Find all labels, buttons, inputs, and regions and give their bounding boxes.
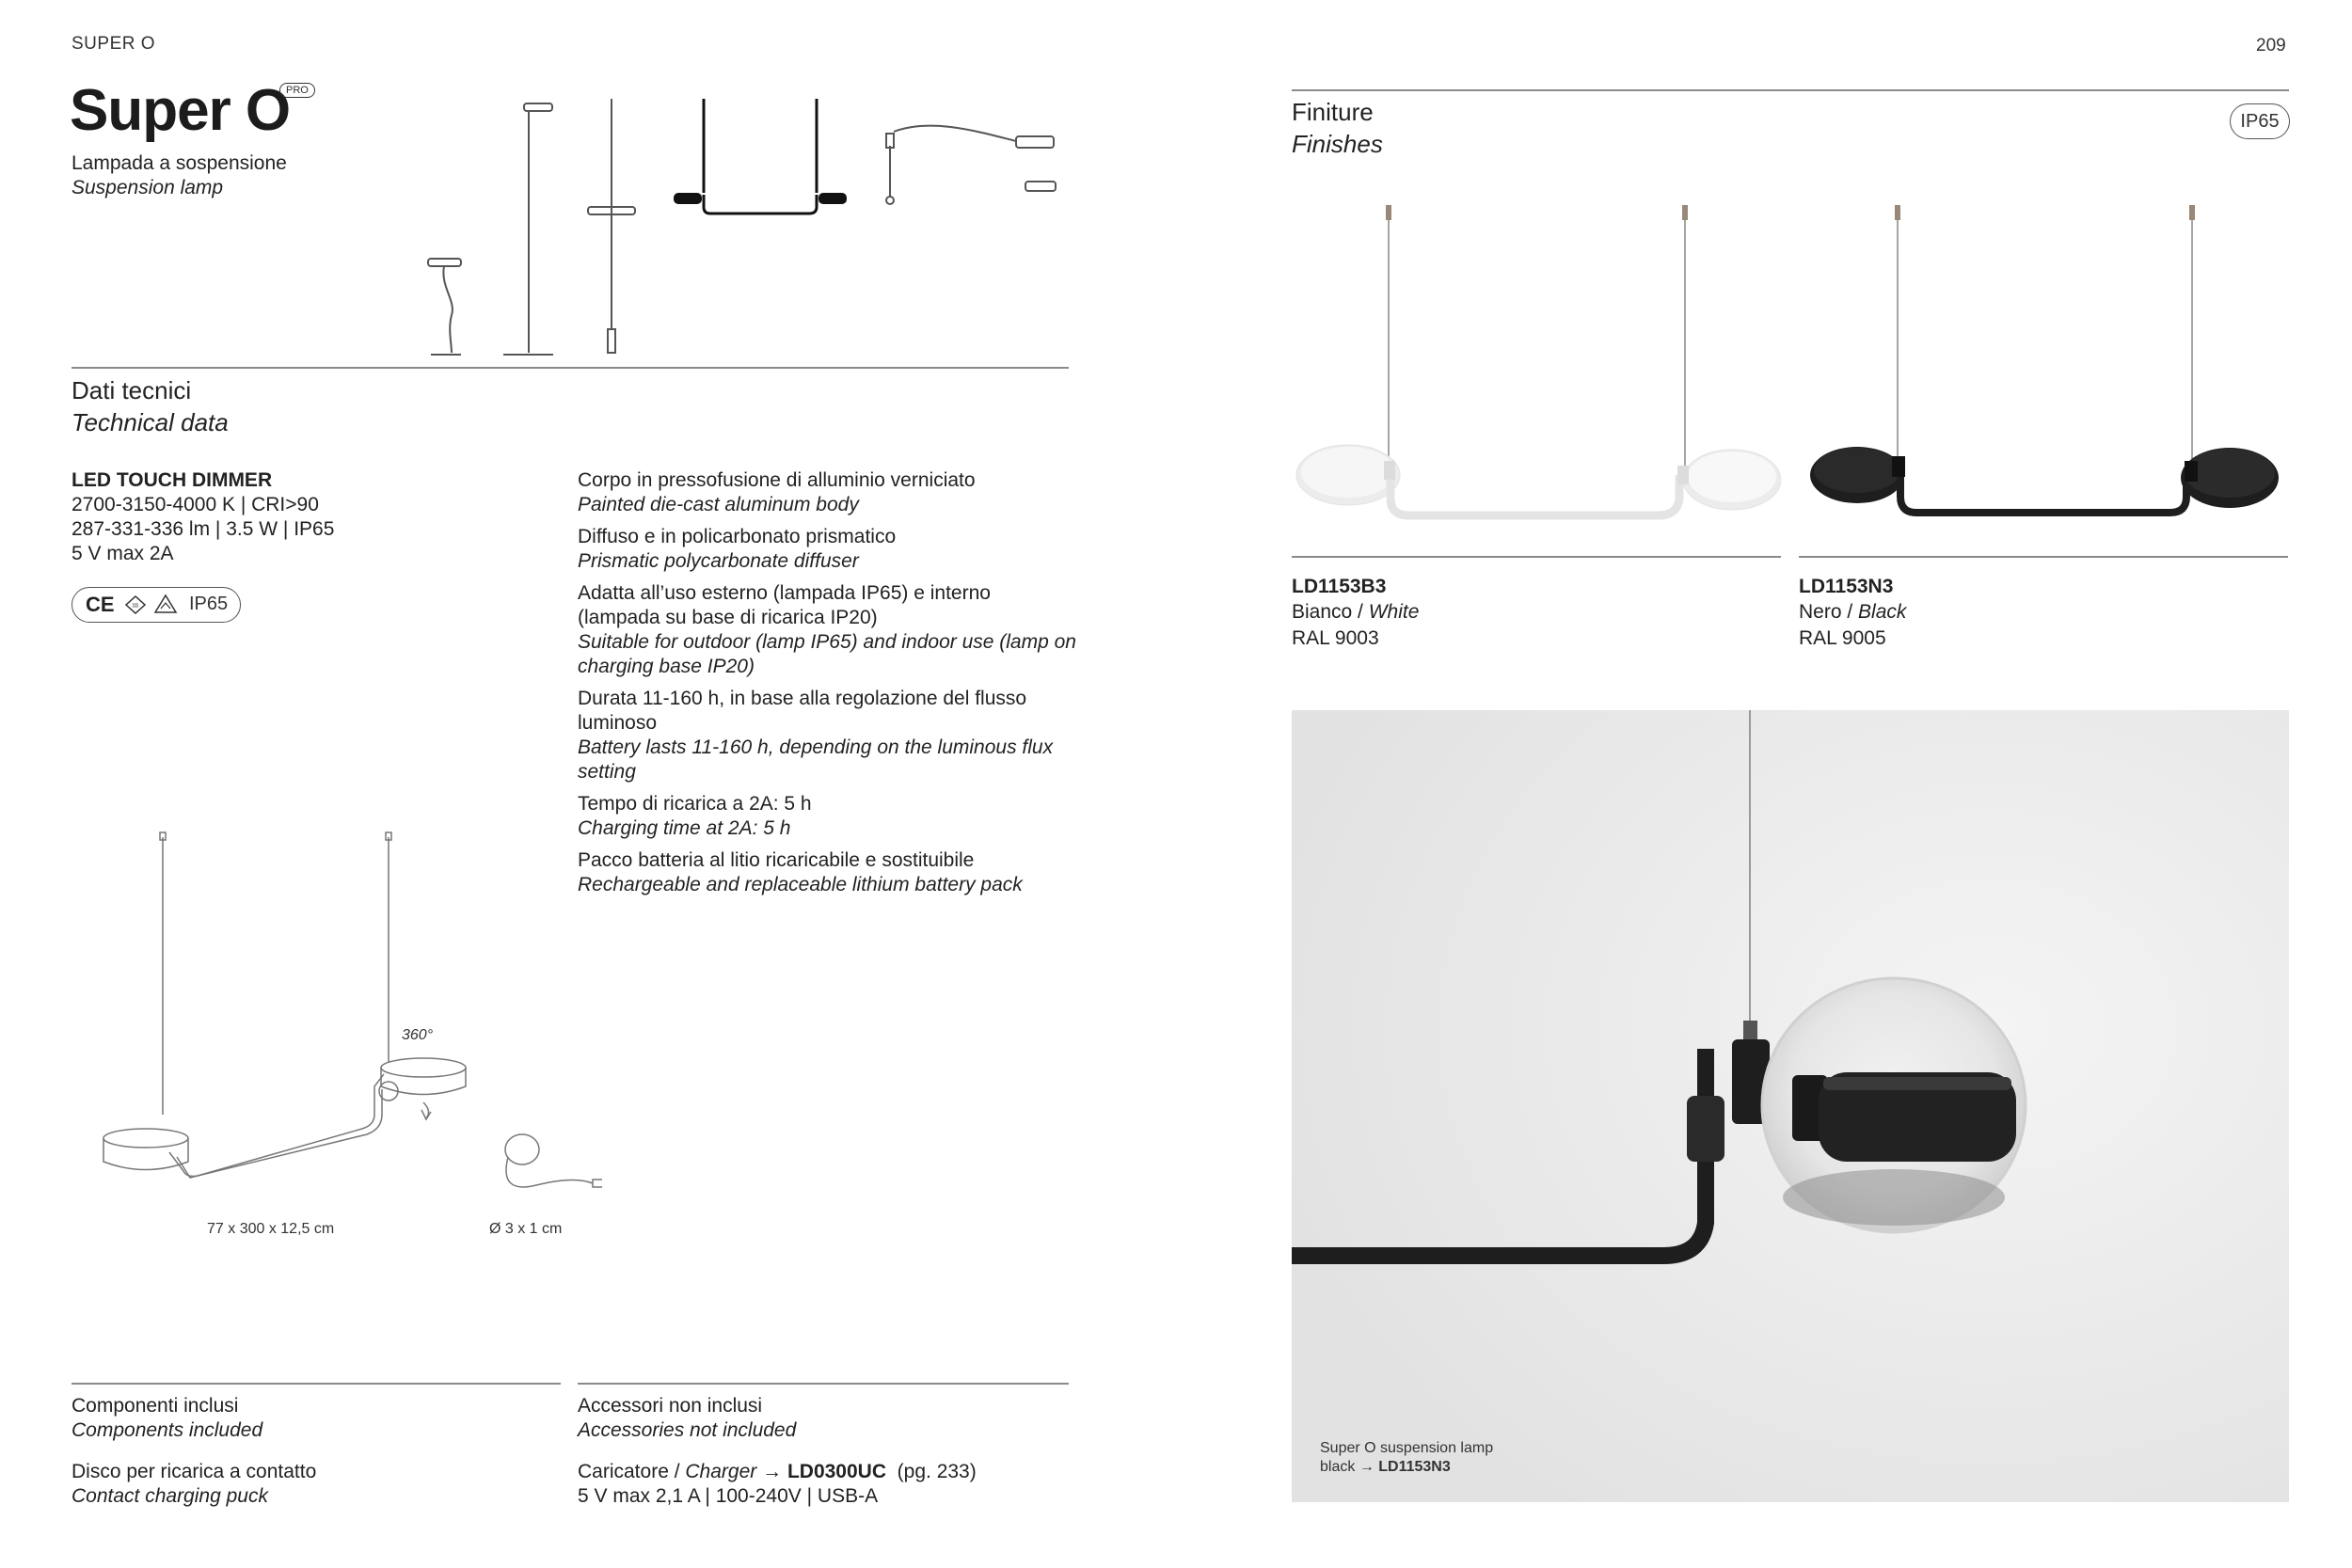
feature-en: Painted die-cast aluminum body [578,494,859,515]
product-family-drawings [414,89,1091,362]
feature-it: Tempo di ricarica a 2A: 5 h [578,793,812,815]
feature-item [578,848,1076,897]
feature-en: Charging time at 2A: 5 h [578,817,791,839]
caption-code[interactable]: LD1153N3 [1378,1459,1451,1475]
accessories-heading-it: Accessori non inclusi [578,1395,763,1417]
puck-dimensions: Ø 3 x 1 cm [489,1221,563,1237]
charger-code[interactable]: LD0300UC [787,1461,886,1482]
section-header: SUPER O [72,34,156,54]
ce-mark-icon: CE [86,593,115,616]
certification-pill [72,587,241,623]
feature-en: Suitable for outdoor (lamp IP65) and indoor use (lamp on charging base IP20) [578,631,1076,677]
subtitle-it: Lampada a sospensione [72,152,287,174]
finish-image-black [1799,198,2288,536]
finishes-heading-it: Finiture [1292,98,1374,126]
spec-line: 2700-3150-4000 K | CRI>90 [72,494,319,515]
caption-finish: black [1320,1459,1356,1475]
finish-image-white [1292,198,1781,536]
technical-drawing [75,828,602,1204]
feature-item [578,581,1076,679]
photo-caption-line1: Super O suspension lamp [1320,1440,1494,1456]
components-heading-en: Components included [72,1419,263,1441]
finish-code[interactable]: LD1153B3 [1292,576,1387,597]
technical-heading-en: Technical data [72,408,229,436]
feature-list [578,468,1076,897]
arrow-icon: → [1359,1459,1375,1475]
divider-components [72,1383,561,1385]
svg-text:III: III [132,602,139,610]
components-item-en: Contact charging puck [72,1485,268,1507]
lamp-dimensions: 77 x 300 x 12,5 cm [207,1221,335,1237]
feature-en: Rechargeable and replaceable lithium battery pack [578,874,1023,895]
feature-item [578,687,1076,784]
divider-accessories [578,1383,1069,1385]
feature-item [578,468,1076,517]
finish-ral: RAL 9003 [1292,627,1379,649]
finish-code[interactable]: LD1153N3 [1799,576,1894,597]
components-heading-it: Componenti inclusi [72,1395,239,1417]
divider-finishes [1292,89,2289,91]
rotation-label: 360° [402,1027,434,1043]
feature-item [578,525,1076,574]
finish-name-it: Bianco [1292,601,1353,623]
divider-top [72,367,1069,369]
feature-en: Battery lasts 11-160 h, depending on the luminous flux setting [578,736,1054,783]
finish-name: Nero / Black [1799,601,1907,623]
feature-it: Adatta all’uso esterno (lampada IP65) e interno (lampada su base di ricarica IP20) [578,582,991,628]
components-item-it: Disco per ricarica a contatto [72,1461,317,1482]
photo-caption-line2 [1320,1459,1451,1476]
ip-rating-badge: IP65 [2230,103,2290,139]
feature-it: Durata 11-160 h, in base alla regolazione del flusso luminoso [578,688,1027,734]
technical-heading-it: Dati tecnici [72,376,192,404]
charger-it: Caricatore [578,1461,669,1482]
warning-triangle-icon [153,594,178,614]
finish-name-it: Nero [1799,601,1842,623]
charger-en: Charger [685,1461,757,1482]
energy-class-icon [125,595,146,614]
divider-finish-white [1292,556,1781,558]
finish-name-en: White [1368,601,1420,623]
spec-line: 287-331-336 lm | 3.5 W | IP65 [72,518,335,540]
ip-label: IP65 [189,594,229,614]
feature-en: Prismatic polycarbonate diffuser [578,550,859,572]
lamp-closeup-illustration [1292,710,2289,1502]
charger-specs: 5 V max 2,1 A | 100-240V | USB-A [578,1485,879,1507]
arrow-icon: → [762,1461,783,1482]
feature-it: Corpo in pressofusione di alluminio verniciato [578,469,976,491]
charger-page-ref: (pg. 233) [897,1461,977,1482]
subtitle-en: Suspension lamp [72,177,224,198]
finish-name-en: Black [1858,601,1907,623]
charger-line: Caricatore / Charger → LD0300UC (pg. 233) [578,1461,977,1482]
spec-line: 5 V max 2A [72,543,174,564]
feature-it: Diffuso e in policarbonato prismatico [578,526,897,547]
feature-it: Pacco batteria al litio ricaricabile e sostituibile [578,849,975,871]
accessories-heading-en: Accessories not included [578,1419,797,1441]
finish-ral: RAL 9005 [1799,627,1886,649]
product-title: Super O [70,78,291,143]
page-number: 209 [2256,36,2286,55]
dimmer-label: LED TOUCH DIMMER [72,469,273,491]
finishes-heading-en: Finishes [1292,130,1383,158]
divider-finish-black [1799,556,2288,558]
feature-item [578,792,1076,841]
finish-name: Bianco / White [1292,601,1420,623]
product-photo [1292,710,2289,1502]
pro-badge: PRO [279,83,315,98]
